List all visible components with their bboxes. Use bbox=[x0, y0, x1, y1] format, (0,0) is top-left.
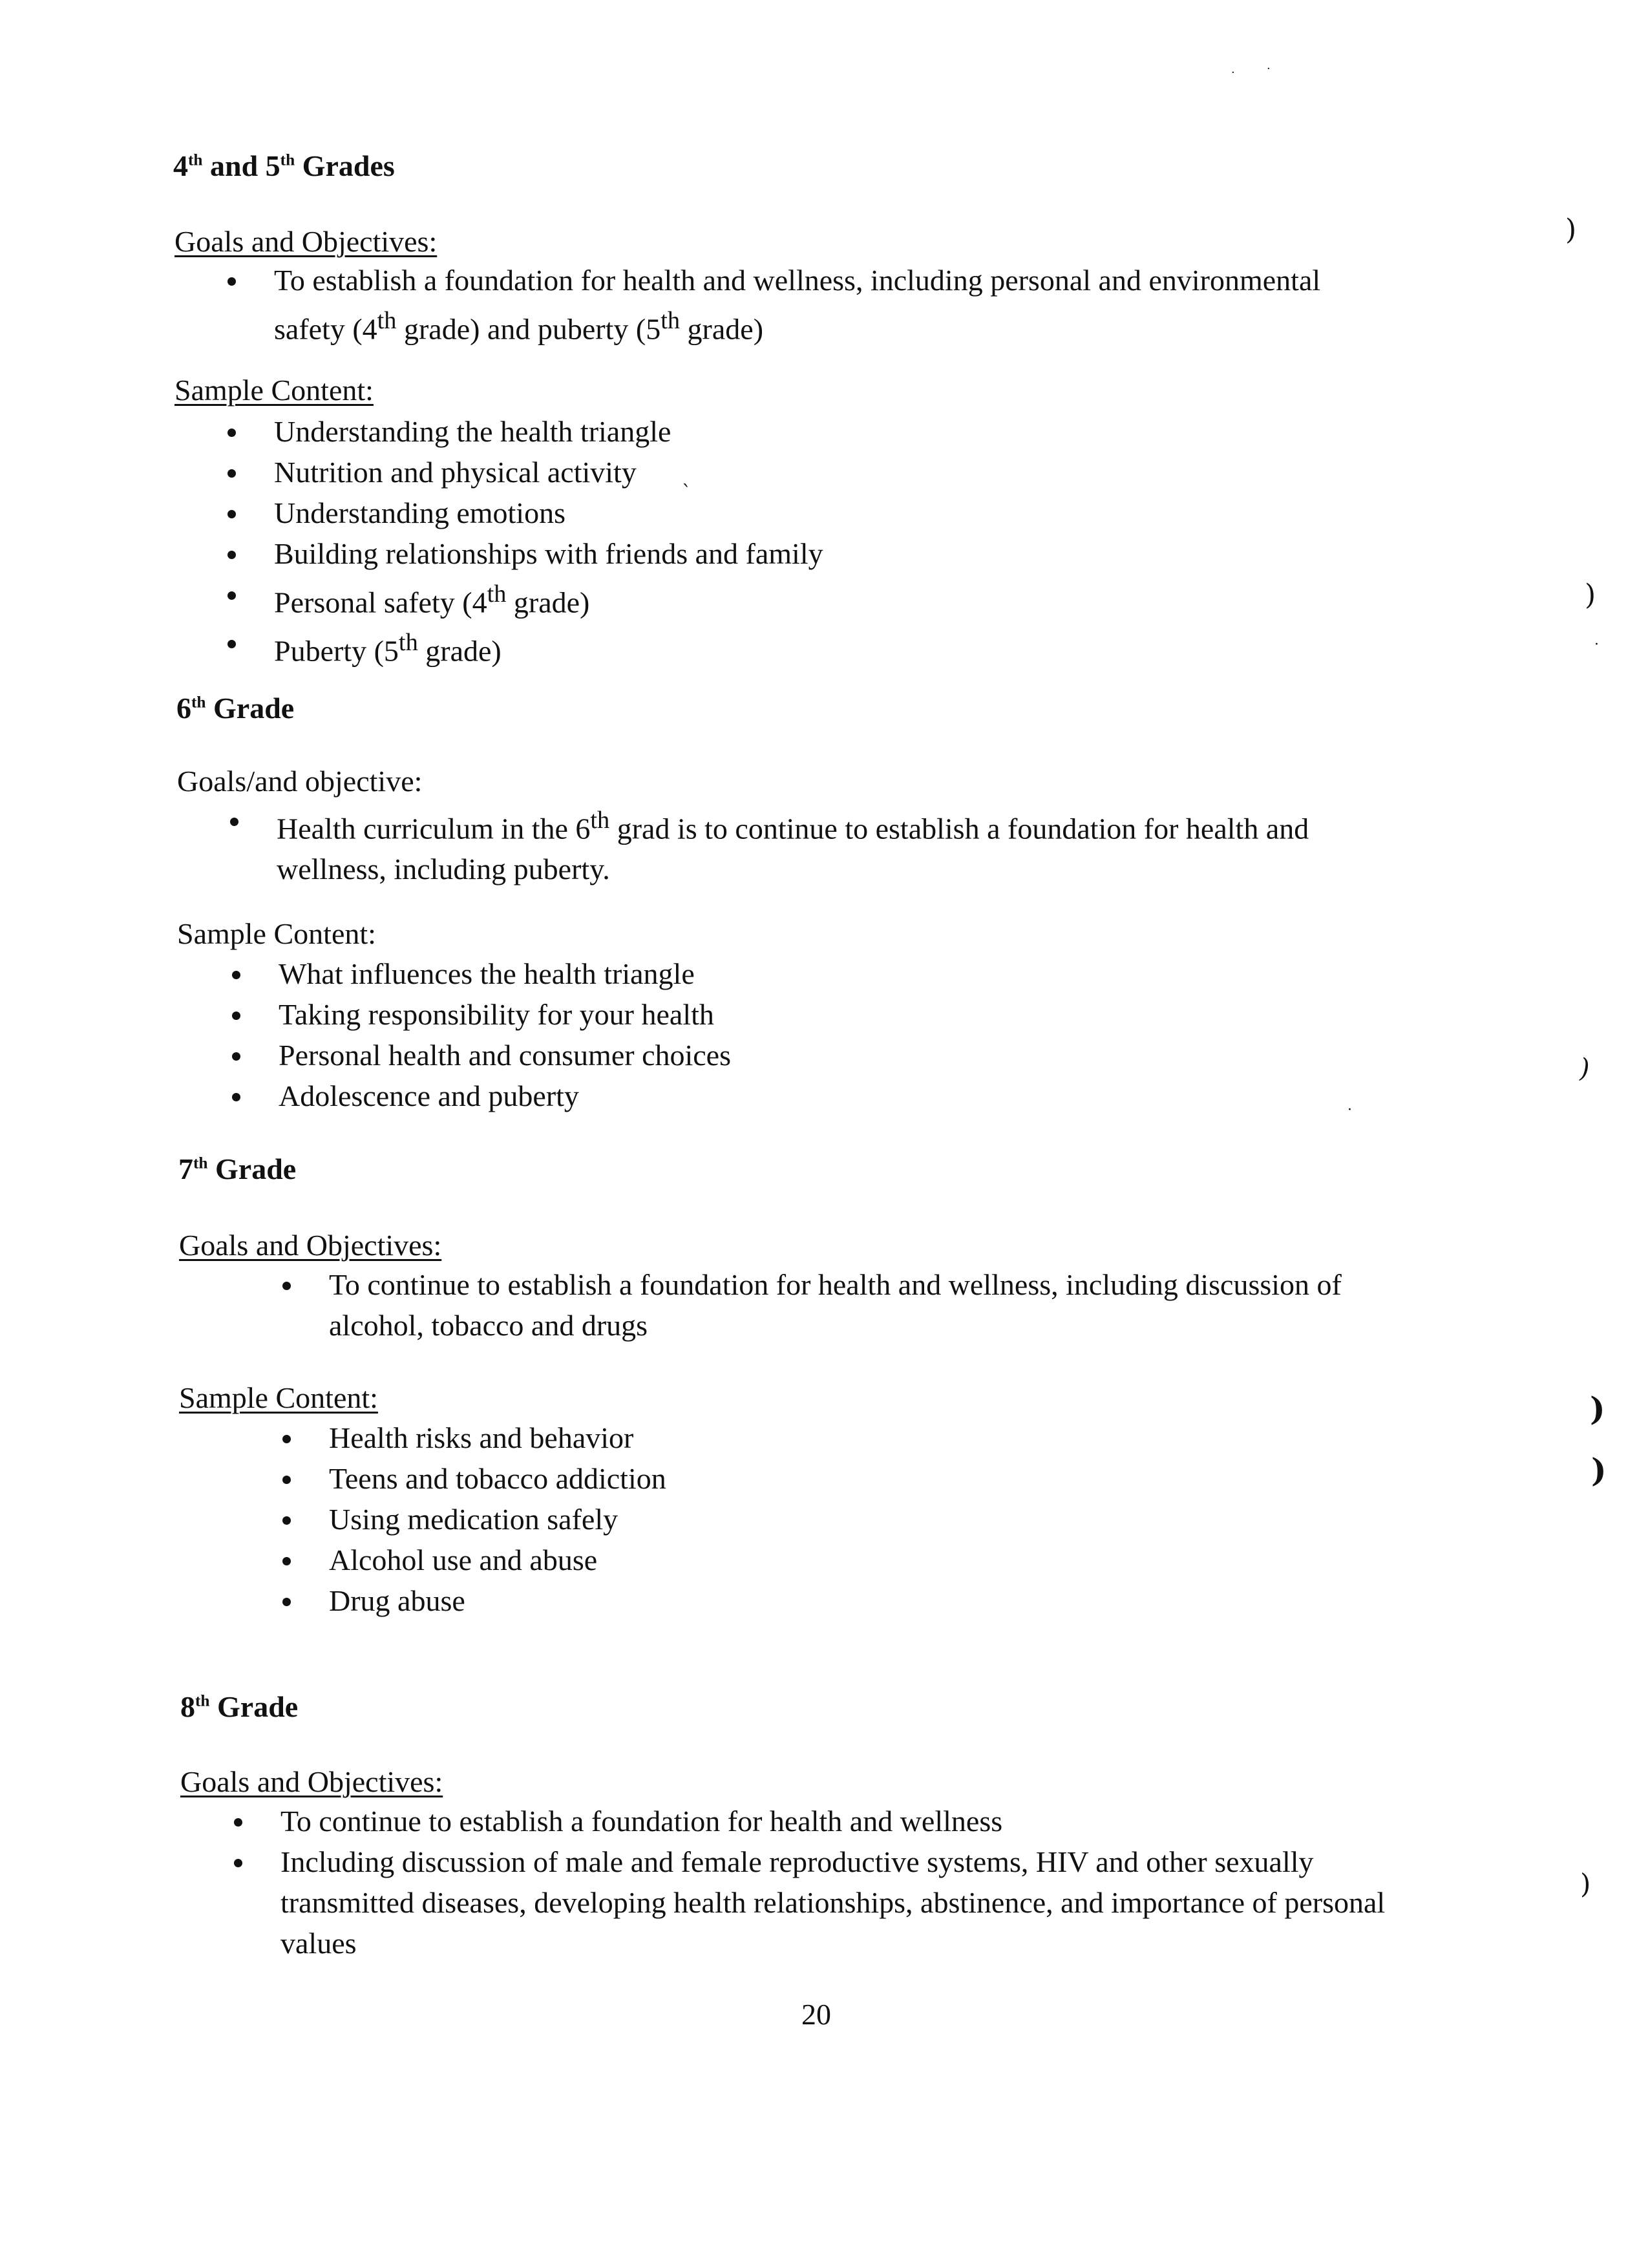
list-item: To continue to establish a foundation for health and wellness, including discussion of alcohol, tobacco and drugs bbox=[329, 1264, 1557, 1346]
list-item: Health curriculum in the 6th grad is to continue to establish a foundation for health and wellness, including puberty. bbox=[277, 800, 1505, 889]
goals-list bbox=[277, 800, 1505, 889]
goals-label: Goals and Objectives: bbox=[180, 1765, 443, 1798]
list-item: Taking responsibility for your health bbox=[279, 994, 1377, 1035]
scan-dot: · bbox=[1231, 66, 1235, 79]
page-number: 20 bbox=[801, 1998, 831, 2031]
list-item: Alcohol use and abuse bbox=[329, 1540, 1428, 1580]
goals-label: Goals/and objective: bbox=[177, 765, 423, 798]
goals-list bbox=[280, 1801, 1508, 1964]
sample-content-list bbox=[279, 953, 1377, 1116]
sample-content-label: Sample Content: bbox=[179, 1381, 378, 1414]
sample-content-list bbox=[329, 1417, 1428, 1621]
sample-content-label: Sample Content: bbox=[177, 917, 376, 950]
list-item: Building relationships with friends and family bbox=[274, 533, 1373, 574]
list-item: Teens and tobacco addiction bbox=[329, 1458, 1428, 1499]
sample-content-label: Sample Content: bbox=[174, 374, 374, 407]
scan-mark: ) bbox=[1565, 213, 1577, 246]
heading-6th-grade: 6th Grade bbox=[176, 692, 295, 725]
list-item: Personal safety (4th grade) bbox=[274, 574, 1373, 622]
scan-dot: ` bbox=[682, 482, 692, 504]
list-item: Using medication safely bbox=[329, 1499, 1428, 1540]
list-item: Understanding emotions bbox=[274, 493, 1373, 533]
scan-mark: ) bbox=[1579, 1054, 1590, 1083]
list-item: Drug abuse bbox=[329, 1580, 1428, 1621]
list-item: To establish a foundation for health and wellness, including personal and environmental safety (4th grade) and puberty (5th grade) bbox=[274, 260, 1502, 349]
list-item: What influences the health triangle bbox=[279, 953, 1377, 994]
list-item: Nutrition and physical activity bbox=[274, 452, 1373, 493]
scan-mark: ) bbox=[1590, 1390, 1605, 1428]
scan-mark: ) bbox=[1591, 1451, 1607, 1489]
list-item: Puberty (5th grade) bbox=[274, 622, 1373, 671]
list-item: Personal health and consumer choices bbox=[279, 1035, 1377, 1076]
scan-dot: · bbox=[1267, 62, 1271, 76]
list-item: Understanding the health triangle bbox=[274, 411, 1373, 452]
list-item: Including discussion of male and female reproductive systems, HIV and other sexually transmitted diseases, developing health relationships, abstinence, and importance of personal values bbox=[280, 1841, 1508, 1964]
goals-list bbox=[274, 260, 1502, 349]
scan-mark: ) bbox=[1580, 1868, 1591, 1900]
scan-dot: · bbox=[1347, 1102, 1352, 1118]
scan-dot: · bbox=[1594, 637, 1599, 653]
goals-list bbox=[329, 1264, 1557, 1346]
goals-label: Goals and Objectives: bbox=[174, 225, 438, 258]
sample-content-list bbox=[274, 411, 1373, 672]
heading-4th-5th-grades: 4th and 5th Grades bbox=[173, 149, 395, 182]
list-item: Adolescence and puberty bbox=[279, 1076, 1377, 1116]
heading-8th-grade: 8th Grade bbox=[180, 1690, 299, 1723]
goals-label: Goals and Objectives: bbox=[179, 1229, 442, 1262]
list-item: Health risks and behavior bbox=[329, 1417, 1428, 1458]
scan-mark: ) bbox=[1585, 578, 1596, 611]
heading-7th-grade: 7th Grade bbox=[178, 1152, 297, 1185]
list-item: To continue to establish a foundation for health and wellness bbox=[280, 1801, 1508, 1841]
